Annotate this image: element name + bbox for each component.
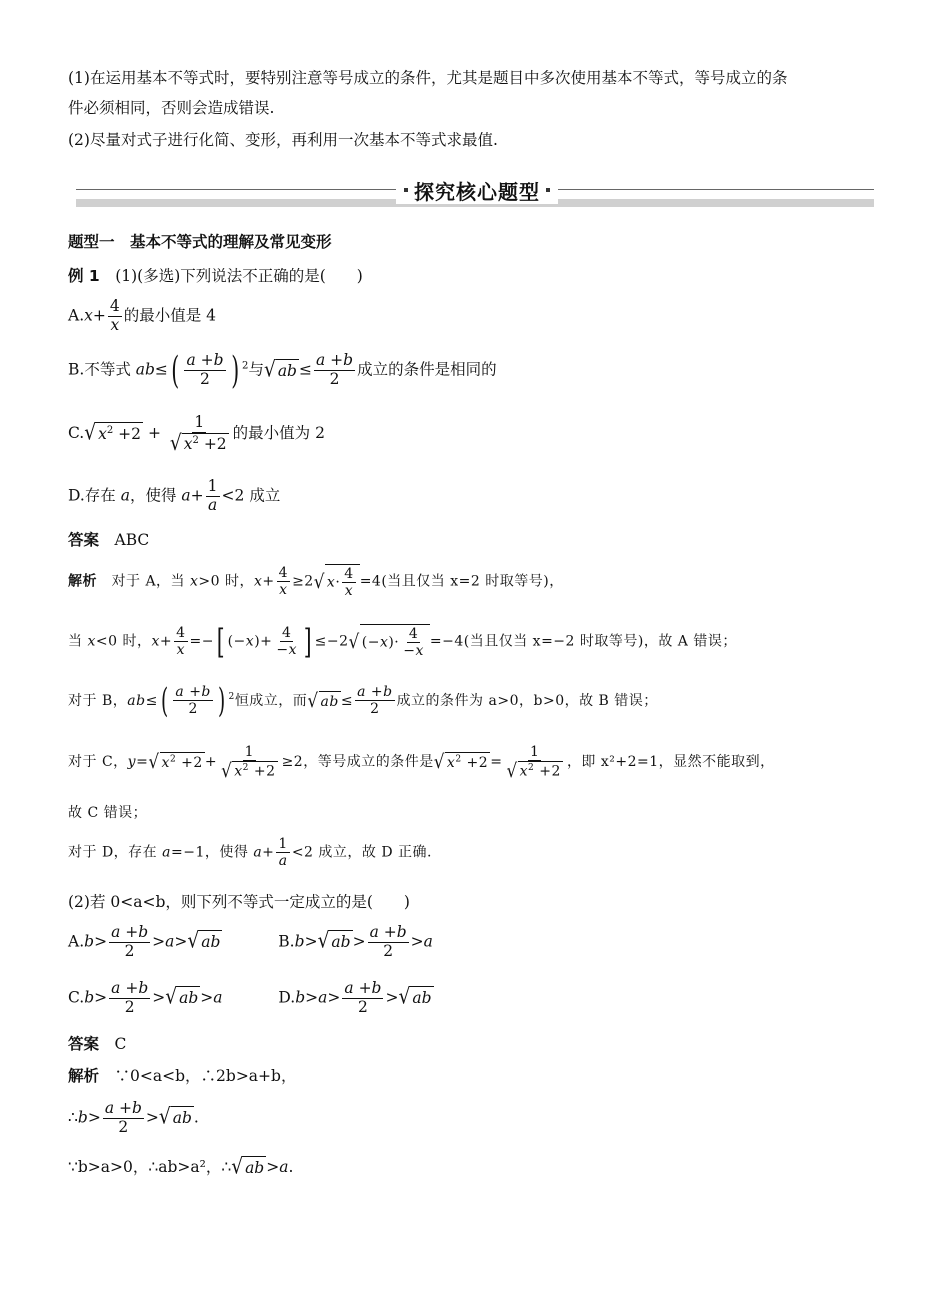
option-d-suffix: <2 成立	[221, 486, 281, 505]
ex2-answer	[68, 1034, 890, 1054]
ex1-stem-line	[68, 266, 890, 286]
note-1a: (1)在运用基本不等式时，要特别注意等号成立的条件，尤其是题目中多次使用基本不等式，等号成立的条	[68, 69, 788, 87]
answer-value: ABC	[114, 531, 150, 549]
type-heading: 题型一 基本不等式的理解及常见变形	[68, 233, 332, 251]
analysis-b-mid: 恒成立，而	[234, 692, 308, 709]
option-c-suffix: 的最小值为 2	[232, 424, 325, 443]
option-a-prefix: A.	[68, 306, 85, 325]
analysis-a2-suffix: =−4(当且仅当 x=−2 时取等号)，故 A 错误；	[429, 633, 737, 650]
ex2-analysis-3: ∵b>a>0，∴ab>a²，∴√ ab >a.	[68, 1155, 294, 1180]
ex1-analysis-d: 对于 D，存在 a=−1，使得 a+ $\frac{1}{a}$ <2 成立，故 D 正确.	[68, 836, 432, 870]
analysis-a2-mid: <0 时，	[95, 633, 152, 650]
ex1-analysis-c2: 故 C 错误；	[68, 805, 148, 821]
note-2: (2)尽量对式子进行化简、变形，再利用一次基本不等式求最值.	[68, 131, 498, 149]
ex2-options-cd: C.b> $\frac{a +b}{2}$ >√ ab >a D.b>a> $\frac{a +b}{2}$ >√ ab	[68, 979, 432, 1016]
analysis-b-prefix: 对于 B，	[68, 692, 128, 709]
bullet-dot-icon	[404, 188, 408, 192]
analysis-a-mid: >0 时，	[198, 573, 255, 590]
analysis-label: 解析	[68, 573, 97, 590]
ex2-analysis-2: ∴b> $\frac{a +b}{2}$ >√ ab .	[68, 1099, 199, 1136]
ex1-analysis-c: 对于 C，y=√ $x^2 +2$ + $\frac{1}{√ x^2 +2}$ ≥2，等号成立的条件是√ $x^2 +2$ = $\frac{1}{√ x^2 +2}$ ，即 x²+2=1，显然不能取到，	[68, 744, 775, 782]
section-title-box	[396, 176, 558, 204]
analysis-c-prefix: 对于 C，	[68, 754, 128, 771]
ex1-option-a: A.x+ $\frac{4}{x}$ 的最小值是 4	[68, 297, 217, 334]
section-header	[76, 176, 874, 208]
analysis-d-prefix: 对于 D，存在	[68, 844, 163, 861]
ex1-option-d: D.存在 a，使得 a+ $\frac{1}{a}$ <2 成立	[68, 477, 281, 514]
ex1-option-b: B.不等式 ab≤( $\frac{a +b}{2}$ ) $^2$与√ ab ≤ $\frac{a +b}{2}$ 成立的条件是相同的	[68, 348, 497, 392]
ex1-stem: (1)(多选)下列说法不正确的是( )	[115, 267, 363, 285]
analysis-d-mid: =−1，使得	[170, 844, 254, 861]
answer-label: 答案	[68, 1035, 100, 1053]
analysis-a-prefix: 对于 A，当	[111, 573, 191, 590]
section-title: 探究核心题型	[414, 179, 540, 204]
option-d-prefix: D.存在	[68, 486, 121, 505]
ex1-answer	[68, 530, 890, 550]
note-1b: 件必须相同，否则会造成错误.	[68, 99, 275, 117]
analysis-step-1: ∵0<a<b，∴2b>a+b，	[114, 1067, 297, 1085]
ex2-option-a-label: A.	[68, 932, 85, 951]
analysis-a2-prefix: 当	[68, 633, 88, 650]
analysis-b-suffix: 成立的条件为 a>0，b>0，故 B 错误；	[396, 692, 658, 709]
analysis-a-suffix: =4(当且仅当 x=2 时取等号)，	[359, 573, 564, 590]
ex1-analysis-a: 解析 对于 A，当 x>0 时，x+ $\frac{4}{x}$ ≥2√ x· $\frac{4}{x}$ =4(当且仅当 x=2 时取等号)，	[68, 565, 564, 600]
ex1-option-c: C.√ $x^2 +2$ + $\frac{1}{√ x^2 +2}$ 的最小值为 2	[68, 413, 325, 456]
ex2-option-c-label: C.	[68, 988, 85, 1007]
ex1-analysis-a2: 当 x<0 时，x+ $\frac{4}{x}$ =−[ (−x)+ $\frac{4}{-x}$ ] ≤−2√ (−x)· $\frac{4}{-x}$ =−4(当且仅当 x=−2 时取等号)，故 A 错误；	[68, 621, 737, 661]
ex2-analysis-1	[68, 1066, 890, 1086]
ex2-stem: (2)若 0<a<b，则下列不等式一定成立的是( )	[68, 893, 410, 911]
analysis-step-3: ∵b>a>0，∴ab>a²，∴	[68, 1158, 232, 1177]
option-c-prefix: C.	[68, 424, 85, 443]
analysis-d-suffix: <2 成立，故 D 正确.	[291, 844, 432, 861]
option-a-suffix: 的最小值是 4	[123, 306, 217, 325]
option-b-suffix: 成立的条件是相同的	[357, 360, 497, 379]
ex1-label: 例 1	[68, 267, 100, 285]
bullet-dot-icon	[546, 188, 550, 192]
analysis-c-suffix: ，即 x²+2=1，显然不能取到，	[566, 754, 775, 771]
ex2-options-ab: A.b> $\frac{a +b}{2}$ >a>√ ab B.b>√ ab > $\frac{a +b}{2}$ >a	[68, 923, 433, 960]
option-d-mid: ，使得	[129, 486, 182, 505]
analysis-step-2-prefix: ∴	[68, 1108, 78, 1127]
analysis-c-mid: ≥2，等号成立的条件是	[281, 754, 434, 771]
answer-value: C	[114, 1035, 127, 1053]
ex1-analysis-b: 对于 B，ab≤( $\frac{a +b}{2}$ ) $^2$恒成立，而√ ab ≤ $\frac{a +b}{2}$ 成立的条件为 a>0，b>0，故 B 错误；	[68, 681, 658, 720]
ex2-option-d-label: D.	[278, 988, 296, 1007]
option-b-prefix: B.不等式	[68, 360, 136, 379]
analysis-label: 解析	[68, 1067, 100, 1085]
ex2-option-b-label: B.	[278, 932, 295, 951]
option-b-mid: 与	[248, 360, 264, 379]
answer-label: 答案	[68, 531, 100, 549]
